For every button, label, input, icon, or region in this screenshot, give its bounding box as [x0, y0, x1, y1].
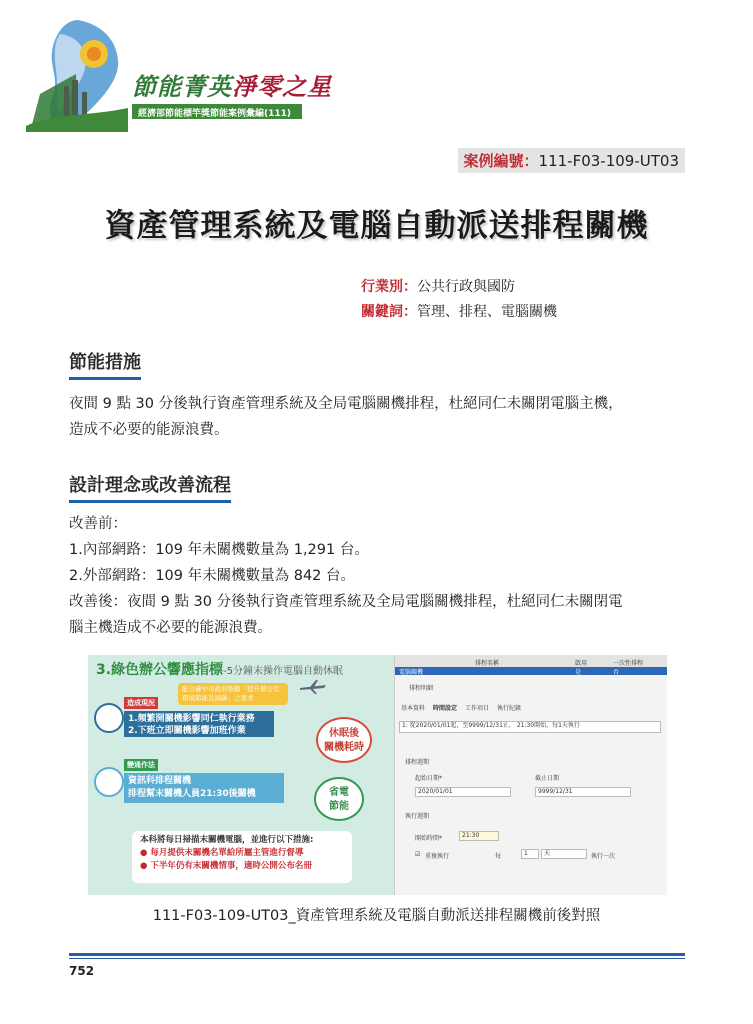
- poster-problem-box: [124, 711, 274, 737]
- col-schedule-name: 排程名稱: [475, 660, 500, 667]
- problem-line-1: 1.頻繁開關機影響同仁執行業務: [128, 714, 255, 724]
- industry-label: 行業別：: [361, 279, 417, 295]
- end-date-label: 截止日期: [535, 775, 560, 782]
- logo-title-part-b: 菁英: [182, 72, 232, 101]
- repeat-checkbox[interactable]: ☑: [415, 851, 421, 858]
- solution-line-2: 排程幫末關機人員21:30後關機: [128, 789, 256, 799]
- poster-title-main: 3.綠色辦公響應指標: [96, 662, 224, 678]
- measures-line-2: 造成不必要的能源浪費。: [69, 422, 229, 438]
- section-heading-design: 設計理念或改善流程: [69, 471, 231, 503]
- poster-bubble-save: [314, 777, 364, 821]
- industry-line: [361, 276, 515, 296]
- bubble-slow-line-2: 關機耗時: [324, 742, 364, 753]
- figure-poster: [88, 655, 394, 895]
- keywords-line: [361, 301, 557, 321]
- cycle-label: 執行週期: [405, 813, 430, 820]
- figure-caption: 111-F03-109-UT03_資產管理系統及電腦自動派送排程關機前後對照: [152, 908, 601, 924]
- page-number: 752: [69, 964, 95, 978]
- start-time-field[interactable]: 21:30: [459, 831, 499, 841]
- figure-schedule-screenshot: [394, 655, 667, 895]
- bubble-slow-line-1: 休眠後: [329, 728, 359, 739]
- design-line-1: 改善前：: [69, 516, 127, 532]
- col-enable: 啟用: [575, 660, 588, 667]
- tab-time[interactable]: 時間設定: [433, 705, 458, 712]
- section-heading-measures: 節能措施: [69, 348, 141, 380]
- page-title: 資產管理系統及電腦自動派送排程關機: [104, 208, 649, 244]
- design-line-5: 腦主機造成不必要的能源浪費。: [69, 620, 272, 636]
- repeat-label: 重複執行: [425, 853, 450, 860]
- repeat-unit-select[interactable]: 天: [541, 849, 587, 859]
- taiwan-map-logo-icon: [20, 14, 140, 132]
- logo-title-part-c: 淨零之星: [232, 72, 332, 101]
- tab-tasks[interactable]: 工作項目: [465, 705, 490, 712]
- poster-title: [96, 659, 343, 679]
- end-date-field[interactable]: 9999/12/31: [535, 787, 631, 797]
- notice-line-1: 本科將每日掃描末關機電腦，並進行以下措施:: [140, 835, 314, 845]
- schedule-summary: 1: 從2020/01/01起，至9999/12/31止， 21:30開始，每1天執行: [399, 721, 661, 733]
- row-name: 電腦關機: [399, 669, 424, 676]
- poster-tag-solution: 變通作法: [124, 759, 158, 771]
- design-line-3: 2.外部網路：109 年未關機數量為 842 台。: [69, 568, 356, 584]
- tab-log[interactable]: 執行紀錄: [497, 705, 522, 712]
- case-number-value: 111-F03-109-UT03: [538, 152, 679, 170]
- period-label: 排程週期: [405, 759, 430, 766]
- repeat-count-field[interactable]: 1: [521, 849, 539, 859]
- industry-value: 公共行政與國防: [417, 279, 515, 295]
- schedule-detail-label: 排程明細: [409, 685, 434, 692]
- schedule-row-selected[interactable]: [395, 667, 667, 675]
- poster-speech: 配合臺中市政府推動「提升辦公室環境節能及減碳」之要求: [178, 683, 288, 705]
- case-number: [458, 148, 685, 173]
- airplane-icon: [298, 679, 328, 695]
- start-date-label: 起始日期*: [415, 775, 443, 782]
- keywords-value: 管理、排程、電腦關機: [417, 304, 557, 320]
- footer-rule-thin: [69, 958, 685, 959]
- case-number-label: 案例編號：: [463, 152, 539, 170]
- book-icon: [94, 767, 124, 797]
- start-date-field[interactable]: 2020/01/01: [415, 787, 511, 797]
- footer-rule: [69, 953, 685, 956]
- design-line-2: 1.內部網路：109 年未關機數量為 1,291 台。: [69, 542, 369, 558]
- poster-title-small: -5分鐘末操作電腦自動休眠: [223, 666, 344, 677]
- bubble-save-line-2: 節能: [329, 801, 349, 812]
- computer-icon: [94, 703, 124, 733]
- figure: [88, 655, 666, 895]
- col-once: 一次性排程: [613, 660, 644, 667]
- problem-line-2: 2.下班立即關機影響加班作業: [128, 726, 246, 736]
- logo-title: [132, 67, 332, 102]
- logo: [20, 14, 332, 132]
- every-label: 每: [495, 853, 502, 860]
- keywords-label: 關鍵詞：: [361, 304, 417, 320]
- section-measures-text: [69, 391, 689, 443]
- bubble-save-line-1: 省電: [329, 787, 349, 798]
- row-once: 否: [613, 669, 620, 676]
- poster-notice: [132, 831, 352, 883]
- start-time-label: 開始時間*: [415, 835, 443, 842]
- schedule-tabs: [395, 699, 667, 713]
- poster-bubble-slow: [316, 717, 372, 763]
- poster-tag-situation: 造成現況: [124, 697, 158, 709]
- solution-line-1: 資訊科排程關機: [128, 776, 192, 786]
- notice-line-3: ● 下半年仍有末關機情事，適時公開公布名冊: [140, 861, 312, 871]
- design-line-4: 改善後：夜間 9 點 30 分後執行資產管理系統及全局電腦關機排程，杜絕同仁未關閉電: [69, 594, 623, 610]
- notice-line-2: ● 每月提供末關機名單給所屬主管進行督導: [140, 848, 304, 858]
- logo-title-part-a: 節能: [132, 72, 182, 101]
- section-design-text: [69, 511, 689, 641]
- logo-subtitle: 經濟部節能標竿獎節能案例彙編(111): [138, 109, 292, 119]
- run-once-label: 執行一次: [591, 853, 616, 860]
- measures-line-1: 夜間 9 點 30 分後執行資產管理系統及全局電腦關機排程，杜絕同仁未關閉電腦主機，: [69, 396, 623, 412]
- poster-solution-box: [124, 773, 284, 803]
- row-enable: 是: [575, 669, 582, 676]
- tab-basic[interactable]: 基本資料: [401, 705, 426, 712]
